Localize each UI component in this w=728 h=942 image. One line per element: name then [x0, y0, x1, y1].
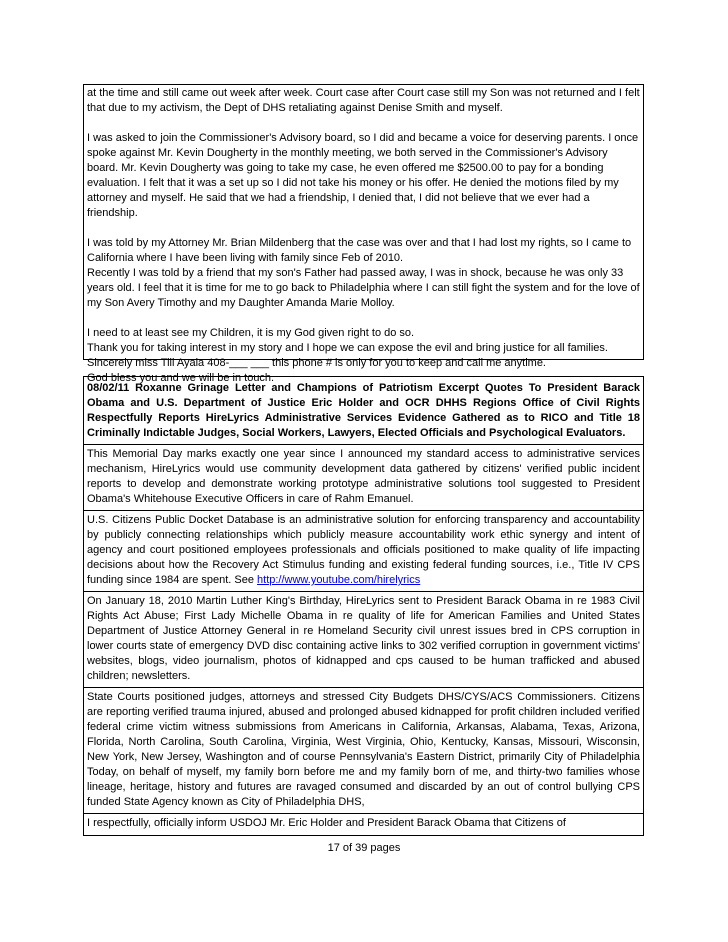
section: On January 18, 2010 Martin Luther King's Birthday, HireLyrics sent to President Barack Obama in re 1983 Civil Rights Act Abuse; First Lady Michelle Obama in re quality of life for American Families and United States Department of Justice Attorney General in re Homeland Security civil unrest issues bred in CPS corruption in lower courts state of emergency DVD disc containing active links to 302 verified corruption in government victims' websites, blogs, video journalism, photos of kidnapped and cps caused to be human trafficked and abused children; newsletters. — [84, 592, 643, 688]
section: I respectfully, officially inform USDOJ Mr. Eric Holder and President Barack Obama that Citizens of — [87, 817, 566, 829]
letter-excerpt-box — [83, 376, 644, 836]
section-title: 08/02/11 Roxanne Grinage Letter and Champions of Patriotism Excerpt Quotes To President Barack Obama and U.S. Department of Justice Eric Holder and OCR DHHS Regions Office of Civil Rights Respectfully Reports HireLyrics Administrative Services Evidence Gathered as to RICO and Title 18 Criminally Indictable Judges, Social Workers, Lawyers, Elected Officials and Psychological Evaluators. — [84, 377, 643, 445]
section-text: U.S. Citizens Public Docket Database is an administrative solution for enforcing transparency and accountability by publicly connecting relationships which publicly measure accountability work ethic synergy and intent of agency and court positioned employees professionals and officials positioned to make quality of life impacting decisions about how the Recovery Act Stimulus funding and existing federal funding sources, i.e., Title IV CPS funding since 1984 are spent. See — [87, 514, 640, 586]
paragraph-line: God bless you and we will be in touch. — [87, 372, 275, 384]
letter-continuation-box — [83, 84, 644, 384]
section: State Courts positioned judges, attorneys and stressed City Budgets DHS/CYS/ACS Commissioners. Citizens are reporting verified trauma injured, abused and prolonged abused kidnapped for profit children included verified federal crime victim witness submissions from Americans in California, Arkansas, Alabama, Texas, Arizona, Florida, North Carolina, South Carolina, Virginia, West Virginia, Ohio, Kentucky, Kansas, Missouri, Wisconsin, New York, New Jersey, Washington and of course Pennsylvania's Eastern District, primarily City of Philadelphia Today, on behalf of myself, my family born before me and my family born of me, and thirty-two families whose lineage, heritage, history and futures are ravaged consumed and discarded by an out of control bullying CPS funded State Agency known as City of Philadelphia DHS, — [84, 688, 643, 814]
youtube-link[interactable]: http://www.youtube.com/hirelyrics — [257, 574, 421, 586]
section: This Memorial Day marks exactly one year since I announced my standard access to administrative services mechanism, HireLyrics would use community development data gathered by citizens' verified public incident reports to develop and demonstrate working prototype administrative solutions tool suggested to President Obama's Whitehouse Executive Officers in care of Rahm Emanuel. — [84, 445, 643, 511]
page-number: 17 of 39 pages — [327, 842, 401, 854]
paragraph-line: I was told by my Attorney Mr. Brian Mildenberg that the case was over and that I had lost my rights, so I came to California where I have been living with family since Feb of 2010. — [87, 237, 632, 264]
paragraph — [87, 236, 640, 311]
paragraph-line: Recently I was told by a friend that my son's Father had passed away, I was in shock, because he was only 33 years old. I feel that it is time for me to go back to Philadelphia where I can still fight the system and for the love of my Son Avery Timothy and my Daughter Amanda Marie Molloy. — [87, 267, 640, 309]
paragraph-line: Thank you for taking interest in my story and I hope we can expose the evil and bring justice for all families. Sincerely miss Tili Ayala 408-___ ___ this phone # is only for you to keep and call me anytime. — [87, 342, 608, 369]
paragraph: at the time and still came out week after week. Court case after Court case still my Son was not returned and I felt that due to my activism, the Dept of DHS retaliating against Denise Smith and myself. — [87, 87, 640, 114]
paragraph-line: I need to at least see my Children, it is my God given right to do so. — [87, 327, 415, 339]
paragraph: I was asked to join the Commissioner's Advisory board, so I did and became a voice for deserving parents. I once spoke against Mr. Kevin Dougherty in the monthly meeting, we both served in the Commissioner's Advisory board. Mr. Kevin Dougherty was going to take my case, he even offered me $2500.00 to pay for a bonding evaluation. I felt that it was a set up so I did not take his money or his offer. He denied the motions filed by my attorney and myself. He said that we had a friendship, I denied that, I did not believe that we ever had a friendship. — [87, 132, 639, 219]
section — [84, 511, 643, 592]
